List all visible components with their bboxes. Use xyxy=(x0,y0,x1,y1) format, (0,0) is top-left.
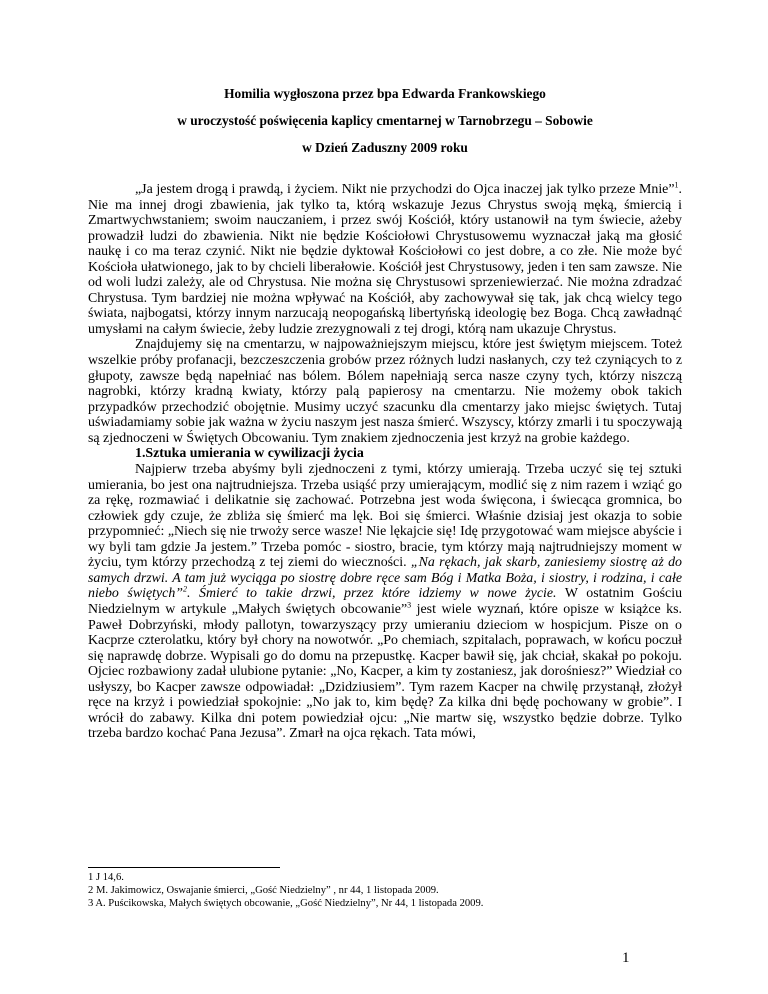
footnote-3: 3 A. Puścikowska, Małych świętych obcowanie, „Gość Niedzielny”, Nr 44, 1 listopada 2009. xyxy=(88,898,484,910)
footnote-1: 1 J 14,6. xyxy=(88,872,124,883)
title-line-1: Homilia wygłoszona przez bpa Edwarda Frankowskiego xyxy=(224,86,546,101)
footnote-ref-1: 1 xyxy=(674,180,679,190)
quote-italic: „Na rękach, jak skarb, zaniesiemy siostrę aż do samych drzwi. A tam już wyciąga po siostrę dobre ręce sam Bóg i Matka Boża, i siostry, i rodzina, i całe niebo świętych”$^2$. Śmierć to takie drzwi, przez które idziemy w nowe życie. xyxy=(88,555,682,602)
footnote-ref-2: 2 xyxy=(183,584,187,594)
title-line-2: w uroczystość poświęcenia kaplicy cmentarnej w Tarnobrzegu – Sobowie xyxy=(177,113,593,128)
footnote-2: 2 M. Jakimowicz, Oswajanie śmierci, „Gość Niedzielny” , nr 44, 1 listopada 2009. xyxy=(88,885,439,897)
page-content xyxy=(88,84,682,742)
page-number: 1 xyxy=(622,950,630,966)
paragraph-3: Najpierw trzeba abyśmy byli zjednoczeni z tymi, którzy umierają. Trzeba uczyć się tej sztuki umierania, bo jest ona najtrudniejsza. Trzeba usiąść przy umierającym, modlić się z nim razem i wziąć go za rękę, rozmawiać i delikatnie się zachować. Potrzebna jest woda święcona, i świecąca gromnica, bo człowiek gdy czuje, że zbliża się śmierć ma lęk. Boi się śmierci. Właśnie dzisiaj jest okazja to sobie przypomnieć: „Niech się nie trwoży serce wasze! Nie lękajcie się! Idę przygotować wam miejsce abyście i wy byli tam gdzie Ja jestem.” Trzeba pomóc - siostro, bracie, tym którzy mają najtrudniejszy moment w życiu, tym którzy przechodzą z tej ziemi do wieczności. „Na rękach, jak skarb, zaniesiemy siostrę aż do samych drzwi. A tam już wyciąga po siostrę dobre ręce sam Bóg i Matka Boża, i siostry, i rodzina, i całe niebo świętych”$^2$. Śmierć to takie drzwi, przez które idziemy w nowe życie. W ostatnim Gościu Niedzielnym w artykule „Małych świętych obcowanie”$^3$ jest wiele wyznań, które opisze w książce ks. Paweł Dobrzyński, młody pallotyn, towarzyszący przy umieraniu dzieciom w hospicjum. Pisze on o Kacprze czterolatku, który był chory na nowotwór. „Po chemiach, szpitalach, poprawach, w końcu poczuł się naprawdę dobrze. Wypisali go do domu na przepustkę. Kacper bawił się, jak chciał, skakał po pokoju. Ojciec rozbawiony zadał ulubione pytanie: „No, Kacper, a kim ty zostaniesz, jak dorośniesz?” Wiedział co usłyszy, bo Kacper zawsze odpowiadał: „Dzidziusiem”. Tym razem Kacper na chwilę przystanął, złożył ręce na krzyż i powiedział spokojnie: „No jak to, kim będę? Za kilka dni będę pochowany w grobie”. I wrócił do zabawy. Kilka dni potem powiedział ojcu: „Nie martw się, wszystko będzie dobrze. Tylko trzeba bardzo kochać Pana Jezusa”. Zmarł na ojca rękach. Tata mówi, xyxy=(88,462,683,742)
document-title xyxy=(88,84,682,158)
footnote-ref-3: 3 xyxy=(407,600,412,610)
title-line-3: w Dzień Zaduszny 2009 roku xyxy=(302,140,468,155)
section-heading: 1.Sztuka umierania w cywilizacji życia xyxy=(135,446,364,462)
footnotes xyxy=(88,867,682,911)
homily-body xyxy=(88,182,682,742)
footnote-divider xyxy=(88,867,280,868)
paragraph-2: Znajdujemy się na cmentarzu, w najpoważniejszym miejscu, które jest świętym miejscem. Toteż wszelkie próby profanacji, bezczeszczenia grobów przez różnych ludzi nasłanych, czy też czyniących to z głupoty, zawsze będą napełniać nas bólem. Bólem napełniają serca nasze czyny tych, którzy niszczą nagrobki, którzy kradną kwiaty, którzy palą papierosy na cmentarzu. Nie możemy obok takich przypadków przechodzić obojętnie. Musimy uczyć szacunku dla cmentarzy jako miejsc świętych. Tutaj uświadamiamy sobie jak ważna w życiu naszym jest nasza śmierć. Wszyscy, którzy zmarli i tu spoczywają są zjednoczeni w Świętych Obcowaniu. Tym znakiem zjednoczenia jest krzyż na grobie każdego. xyxy=(88,337,683,446)
paragraph-1: „Ja jestem drogą i prawdą, i życiem. Nikt nie przychodzi do Ojca inaczej jak tylko przeze Mnie”$^1$. Nie ma innej drogi zbawienia, jak tylko ta, którą wskazuje Jezus Chrystus swoją męką, śmiercią i Zmartwychwstaniem; swoim nauczaniem, i przez swój Kościół, który ustanowił na tym świecie, ażeby prowadził ludzi do zbawienia. Nikt nie będzie Kościołowi Chrystusowemu wyznaczał jaką ma głosić naukę i co ma teraz czynić. Nikt nie będzie dyktował Kościołowi co jest dobre, a co złe. Nie może być Kościoła ułatwionego, jak to by chcieli liberałowie. Kościół jest Chrystusowy, jeden i ten sam zawsze. Nie od woli ludzi zależy, ale od Chrystusa. Nie można się Chrystusowi sprzeniewierzać. Nie można zdradzać Chrystusa. Tym bardziej nie można wpływać na Kościół, aby zachowywał się tak, jak chcą wielcy tego świata, najbogatsi, którzy innym narzucają neopogańską libertyńską ideologię bez Boga. Chcą zawładnąć umysłami na całym świecie, żeby ludzie zrezygnowali z tej drogi, którą nam ukazuje Chrystus. xyxy=(88,180,682,337)
